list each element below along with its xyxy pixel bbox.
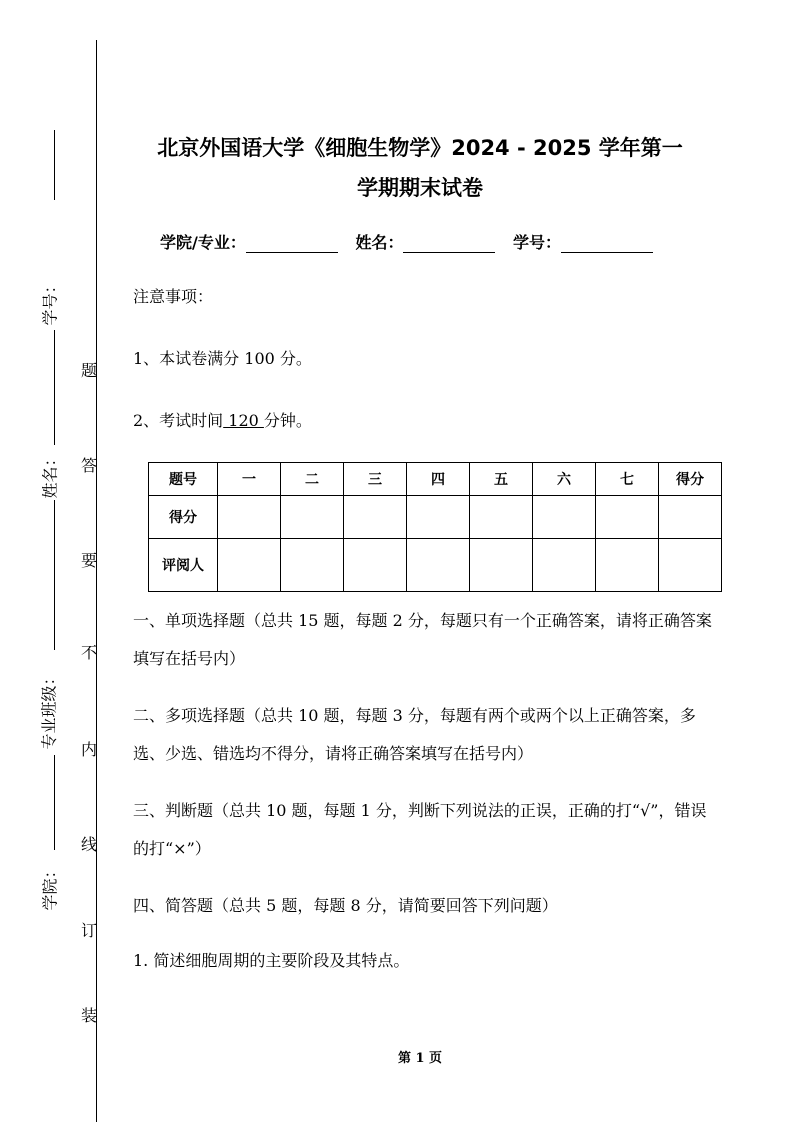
seal-char: 订 [80,921,97,940]
note-2-unit: 分钟。 [263,411,312,430]
header-cell: 四 [407,463,470,496]
header-cell: 三 [344,463,407,496]
header-cell: 七 [596,463,659,496]
seal-char: 答 [80,456,97,475]
margin-name-label: 姓名： [40,450,60,499]
header-cell: 五 [470,463,533,496]
section-4: 四、简答题（总共 5 题，每题 8 分，请简要回答下列问题） [133,896,558,915]
notes-heading: 注意事项： [133,287,214,306]
reviewer-cell [218,539,281,592]
note-2-text: 2、考试时间 [133,411,224,430]
fill-line [54,330,55,445]
id-label: 学号： [513,233,562,252]
college-label: 学院/专业： [160,233,246,252]
question-1: 1. 简述细胞周期的主要阶段及其特点。 [133,951,410,970]
note-2 [133,402,713,440]
college-field[interactable] [246,236,338,253]
section-2: 二、多项选择题（总共 10 题，每题 3 分，每题有两个或两个以上正确答案，多选、少选、错选均不得分，请将正确答案填写在括号内） [133,706,696,763]
header-cell: 一 [218,463,281,496]
note-1: 1、本试卷满分 100 分。 [133,349,312,368]
section-1: 一、单项选择题（总共 15 题，每题 2 分，每题只有一个正确答案，请将正确答案填写在括号内） [133,611,712,668]
exam-title-line1: 北京外国语大学《细胞生物学》2024 - 2025 学年第一 [157,136,683,160]
header-cell: 得分 [659,463,722,496]
reviewer-cell [407,539,470,592]
student-info [160,230,665,253]
id-field[interactable] [561,236,653,253]
fill-line [54,755,55,850]
seal-char: 线 [80,835,97,854]
margin-college-label: 学院： [40,862,60,911]
reviewer-cell [470,539,533,592]
name-field[interactable] [403,236,495,253]
reviewer-cell [533,539,596,592]
score-cell [659,496,722,539]
row-label: 评阅人 [149,539,218,592]
score-cell [218,496,281,539]
seal-char: 题 [80,361,97,380]
header-cell: 六 [533,463,596,496]
page-number: 第 1 页 [397,1051,443,1066]
score-cell [407,496,470,539]
score-cell [533,496,596,539]
reviewer-cell [596,539,659,592]
reviewer-cell [281,539,344,592]
reviewer-cell [659,539,722,592]
score-cell [470,496,533,539]
seal-char: 内 [80,740,97,759]
margin-major-label: 专业班级： [39,669,59,750]
score-table [148,462,722,592]
seal-char: 要 [80,551,97,570]
score-cell [281,496,344,539]
seal-char: 装 [80,1006,97,1025]
header-cell: 二 [281,463,344,496]
name-label: 姓名： [355,233,404,252]
score-cell [344,496,407,539]
exam-title-line2: 学期期末试卷 [357,176,483,200]
section-3: 三、判断题（总共 10 题，每题 1 分，判断下列说法的正误，正确的打“√”，错误的打“×”） [133,801,707,858]
margin-id-label: 学号： [40,277,60,326]
binding-line [96,40,97,1122]
exam-duration: 120 [223,411,264,430]
seal-char: 不 [80,643,97,662]
fill-line [54,500,55,650]
reviewer-cell [344,539,407,592]
fill-line [54,130,55,200]
score-cell [596,496,659,539]
header-cell: 题号 [149,463,218,496]
row-label: 得分 [149,496,218,539]
